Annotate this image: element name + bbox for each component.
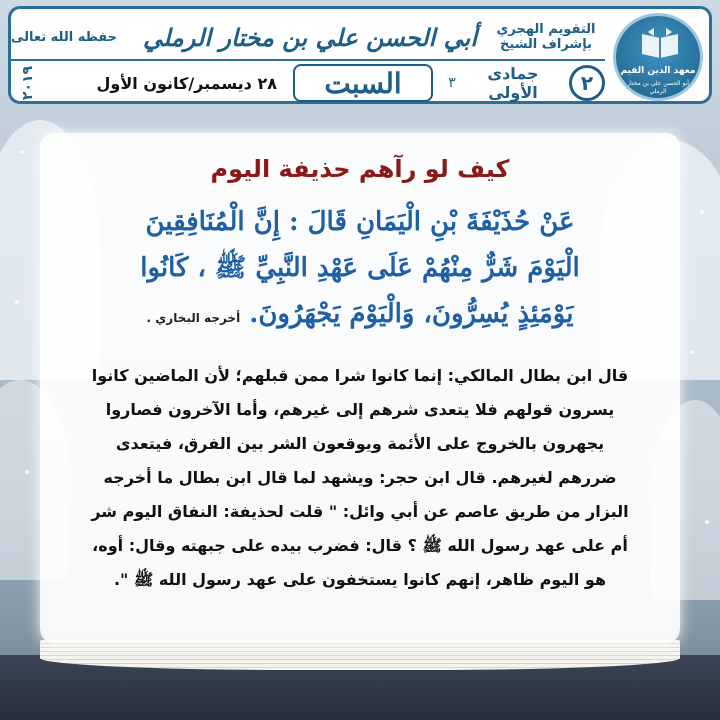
honorific: حفظه الله تعالى xyxy=(11,29,117,45)
snowflake xyxy=(15,300,19,304)
snowflake xyxy=(690,350,694,354)
calendar-header xyxy=(8,6,712,104)
hadith-line xyxy=(64,291,656,341)
snowflake xyxy=(705,520,709,524)
hijri-month: جمادى الأولى xyxy=(487,64,539,102)
institute-logo xyxy=(613,13,703,101)
commentary-line: البزار من طريق عاصم عن أبي وائل: " قلت لحذيفة: النفاق اليوم شر xyxy=(91,502,629,521)
commentary-line: هو اليوم ظاهر، إنهم كانوا يستخفون على عهد رسول الله ﷺ ". xyxy=(113,570,607,589)
header-top-row xyxy=(11,15,605,59)
hadith-card xyxy=(40,133,680,643)
calendar-title xyxy=(487,22,605,52)
snowflake xyxy=(700,210,704,214)
book-pages xyxy=(40,640,680,670)
hadith-line: عَنْ حُذَيْفَةَ بْنِ الْيَمَانِ قَالَ : إِنَّ الْمُنَافِقِينَ xyxy=(145,207,575,237)
commentary-line: يسرون قولهم فلا يتعدى شرهم إلى غيرهم، وأما الآخرون فصاروا xyxy=(105,400,615,419)
gregorian-year: ٢٠١٩ xyxy=(20,65,37,101)
commentary-text xyxy=(64,359,656,597)
snowflake xyxy=(25,470,29,474)
header-date-row xyxy=(11,63,605,103)
hadith-line-text: يَوْمَئِذٍ يُسِرُّونَ، وَالْيَوْمَ يَجْهَرُونَ. xyxy=(249,299,574,329)
logo-subtitle: أبو الحسن علي بن مختار الرملي xyxy=(627,80,689,95)
snowflake xyxy=(20,150,24,154)
commentary-line: ضررهم لغيرهم. قال ابن حجر: ويشهد لما قال ابن بطال ما أخرجه xyxy=(103,468,617,487)
gregorian-date: ٢٨ ديسمبر/كانون الأول xyxy=(96,73,277,93)
card-title: كيف لو رآهم حذيفة اليوم xyxy=(210,155,510,183)
hadith-text xyxy=(64,199,656,341)
hijri-year-dots: ٣ xyxy=(448,75,456,91)
logo-name: معهد الدين القيم xyxy=(620,66,696,76)
hadith-line: الْيَوْمَ شَرٌّ مِنْهُمْ عَلَى عَهْدِ النَّبِيِّ ﷺ ، كَانُوا xyxy=(140,253,580,283)
calendar-title-line2: بإشراف الشيخ xyxy=(500,37,592,52)
commentary-line: يجهرون بالخروج على الأئمة ويوقعون الشر بين الفرق، فيتعدى xyxy=(115,434,605,453)
book-icon xyxy=(640,28,680,58)
commentary-line: أم على عهد رسول الله ﷺ ؟ قال: فضرب بيده على جبهته وقال: أوه، xyxy=(92,536,628,555)
hijri-day-number: ٢ xyxy=(569,65,605,101)
calendar-title-line1: التقويم الهجري xyxy=(496,22,596,37)
header-divider xyxy=(11,59,605,61)
commentary-line: قال ابن بطال المالكي: إنما كانوا شرا ممن قبلهم؛ لأن الماضين كانوا xyxy=(91,366,629,385)
hadith-source: أخرجه البخاري . xyxy=(146,311,241,325)
weekday: السبت xyxy=(293,64,433,102)
sheikh-name: أبي الحسن علي بن مختار الرملي xyxy=(142,22,477,52)
